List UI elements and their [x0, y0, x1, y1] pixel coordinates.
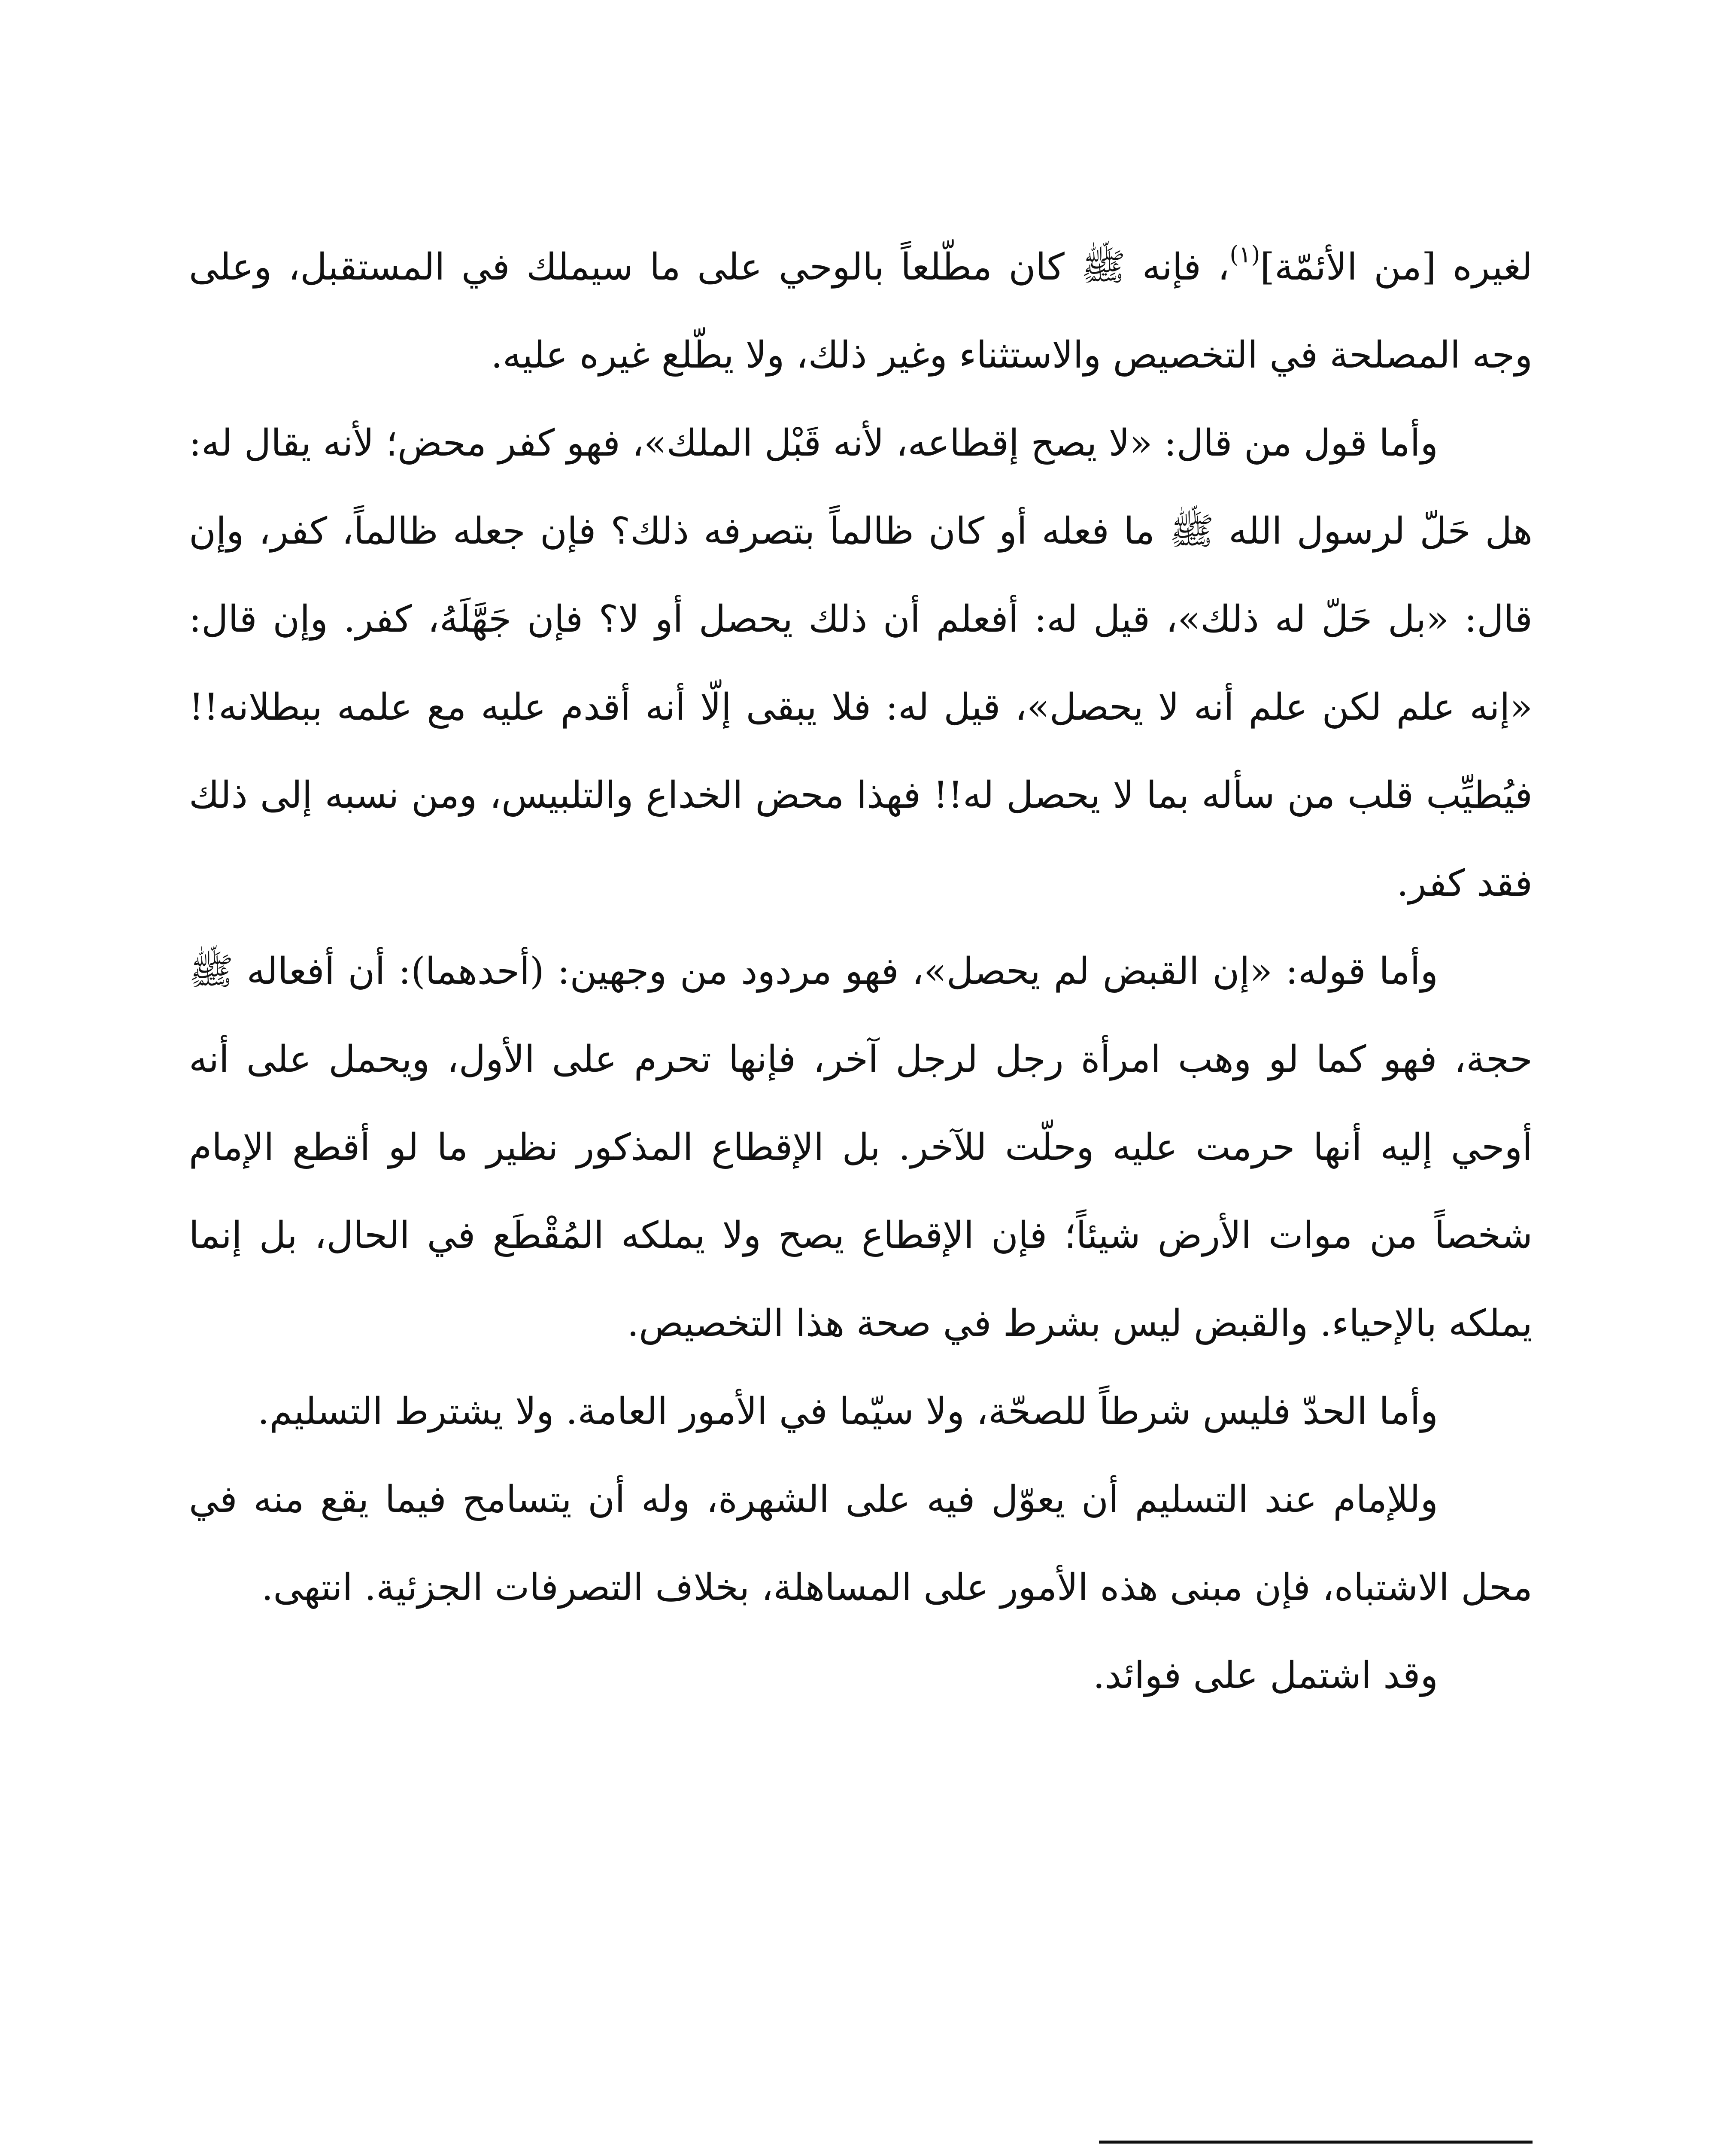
paragraph-1-text: لغيره [من الأئمّة]: [1260, 246, 1533, 289]
main-text: [189, 223, 1533, 1720]
paragraph-4-text: وأما الحدّ فليس شرطاً للصحّة، ولا سيّما في الأمور العامة. ولا يشترط التسليم.: [258, 1390, 1438, 1433]
paragraph-2: [189, 399, 1533, 928]
paragraph-3: [189, 928, 1533, 1368]
paragraph-3-text: وأما قوله: «إن القبض لم يحصل»، فهو مردود من وجهين: (أحدهما): أن أفعاله ﷺ حجة، فهو كما لو وهب امرأة رجل لرجل آخر، فإنها تحرم على الأول، ويحمل على أنه أوحي إليه أنها حرمت عليه وحلّت للآخر. بل الإقطاع المذكور نظير ما لو أقطع الإمام شخصاً من موات الأرض شيئاً؛ فإن الإقطاع يصح ولا يملكه المُقْطَع في الحال، بل إنما يملكه بالإحياء. والقبض ليس بشرط في صحة هذا التخصيص.: [189, 950, 1533, 1345]
paragraph-1: [189, 223, 1533, 399]
paragraph-2-text: وأما قول من قال: «لا يصح إقطاعه، لأنه قَبْل الملك»، فهو كفر محض؛ لأنه يقال له: هل حَلّ لرسول الله ﷺ ما فعله أو كان ظالماً بتصرفه ذلك؟ فإن جعله ظالماً، كفر، وإن قال: «بل حَلّ له ذلك»، قيل له: أفعلم أن ذلك يحصل أو لا؟ فإن جَهَّلَهُ، كفر. وإن قال: «إنه علم لكن علم أنه لا يحصل»، قيل له: فلا يبقى إلّا أنه أقدم عليه مع علمه ببطلانه!! فيُطيِّب قلب من سأله بما لا يحصل له!! فهذا محض الخداع والتلبيس، ومن نسبه إلى ذلك فقد كفر.: [189, 422, 1533, 905]
footnote-reference: (١): [1229, 241, 1260, 268]
paragraph-6-text: وقد اشتمل على فوائد.: [1093, 1654, 1438, 1697]
footnote-divider: [1099, 2141, 1533, 2144]
paragraph-1-continuation: ، فإنه ﷺ كان مطّلعاً بالوحي على ما سيملك في المستقبل، وعلى وجه المصلحة في التخصيص والاستثناء وغير ذلك، ولا يطّلع غيره عليه.: [189, 246, 1533, 377]
paragraph-4: [189, 1368, 1533, 1456]
paragraph-5: [189, 1456, 1533, 1632]
paragraph-6: [189, 1632, 1533, 1720]
paragraph-5-text: وللإمام عند التسليم أن يعوّل فيه على الشهرة، وله أن يتسامح فيما يقع منه في محل الاشتباه، فإن مبنى هذه الأمور على المساهلة، بخلاف التصرفات الجزئية. انتهى.: [189, 1478, 1533, 1609]
